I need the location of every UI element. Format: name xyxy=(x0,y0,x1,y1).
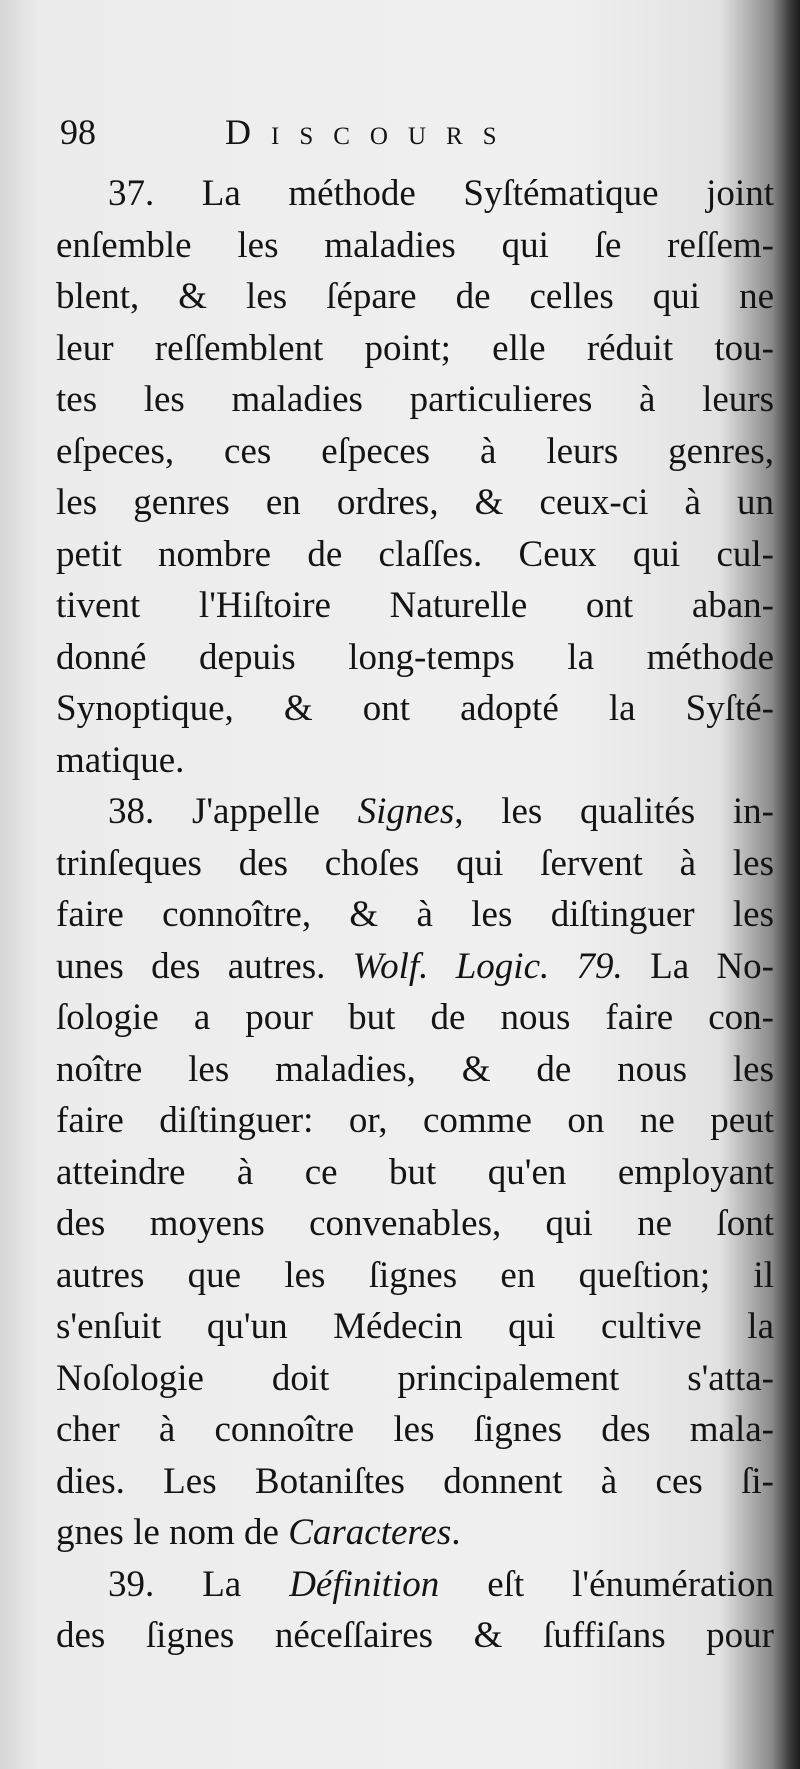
text-line: s'enſuit qu'un Médecin qui cultive la xyxy=(56,1306,774,1347)
text-line: petit nombre de claſſes. Ceux qui cul- xyxy=(56,533,774,575)
text-line: tes les maladies particulieres à leurs xyxy=(56,379,774,420)
text-line: trinſeques des choſes qui ſervent à les xyxy=(56,842,774,884)
text-run: eſt l'énumération xyxy=(439,1563,774,1605)
text-run: , les qualités in- xyxy=(454,791,774,832)
text-line: cher à connoître les ſignes des mala- xyxy=(56,1409,774,1450)
paragraph-38-line xyxy=(56,786,774,838)
paragraph-37-line: 37. La méthode Syſtématique joint xyxy=(108,173,774,214)
page-header xyxy=(60,104,780,160)
paragraph-39-line xyxy=(56,1559,774,1611)
text-line: des moyens convenables, qui ne ſont xyxy=(56,1203,774,1244)
running-head: Discours xyxy=(225,112,517,152)
italic-term: Caracteres xyxy=(288,1512,452,1553)
text-run: La No- xyxy=(622,945,774,987)
text-run: gnes le nom de xyxy=(56,1512,289,1553)
text-line xyxy=(56,941,774,993)
text-line: eſpeces, ces eſpeces à leurs genres, xyxy=(56,430,774,472)
body-text xyxy=(56,168,774,1662)
text-line: matique. xyxy=(56,739,185,781)
text-line: tivent l'Hiſtoire Naturelle ont aban- xyxy=(56,585,774,626)
page-number: 98 xyxy=(60,112,96,152)
text-line: donné depuis long-temps la méthode xyxy=(56,636,774,678)
text-line: Synoptique, & ont adopté la Syſté- xyxy=(56,688,774,729)
text-line: blent, & les ſépare de celles qui ne xyxy=(56,276,774,317)
text-run: unes des autres. xyxy=(56,945,353,987)
text-line: faire diſtinguer: or, comme on ne peut xyxy=(56,1100,774,1141)
text-line: ſologie a pour but de nous faire con- xyxy=(56,997,774,1038)
text-run: 39. La xyxy=(108,1563,290,1605)
text-line: autres que les ſignes en queſtion; il xyxy=(56,1254,774,1296)
text-line xyxy=(56,1507,774,1559)
text-line: des ſignes néceſſaires & ſuffiſans pour xyxy=(56,1615,774,1656)
text-line: Noſologie doit principalement s'atta- xyxy=(56,1357,774,1399)
citation: Wolf. Logic. 79. xyxy=(352,945,623,987)
text-line: dies. Les Botaniſtes donnent à ces ſi- xyxy=(56,1460,774,1502)
text-line: noître les maladies, & de nous les xyxy=(56,1048,774,1090)
text-line: faire connoître, & à les diſtinguer les xyxy=(56,894,774,935)
text-line: leur reſſemblent point; elle réduit tou- xyxy=(56,327,774,369)
text-run: . xyxy=(451,1512,461,1553)
text-line: les genres en ordres, & ceux-ci à un xyxy=(56,482,774,523)
text-run: 38. J'appelle xyxy=(108,791,358,832)
text-line: atteindre à ce but qu'en employant xyxy=(56,1151,774,1193)
italic-term: Signes xyxy=(357,791,455,832)
italic-term: Définition xyxy=(289,1563,440,1605)
text-line: enſemble les maladies qui ſe reſſem- xyxy=(56,224,774,266)
